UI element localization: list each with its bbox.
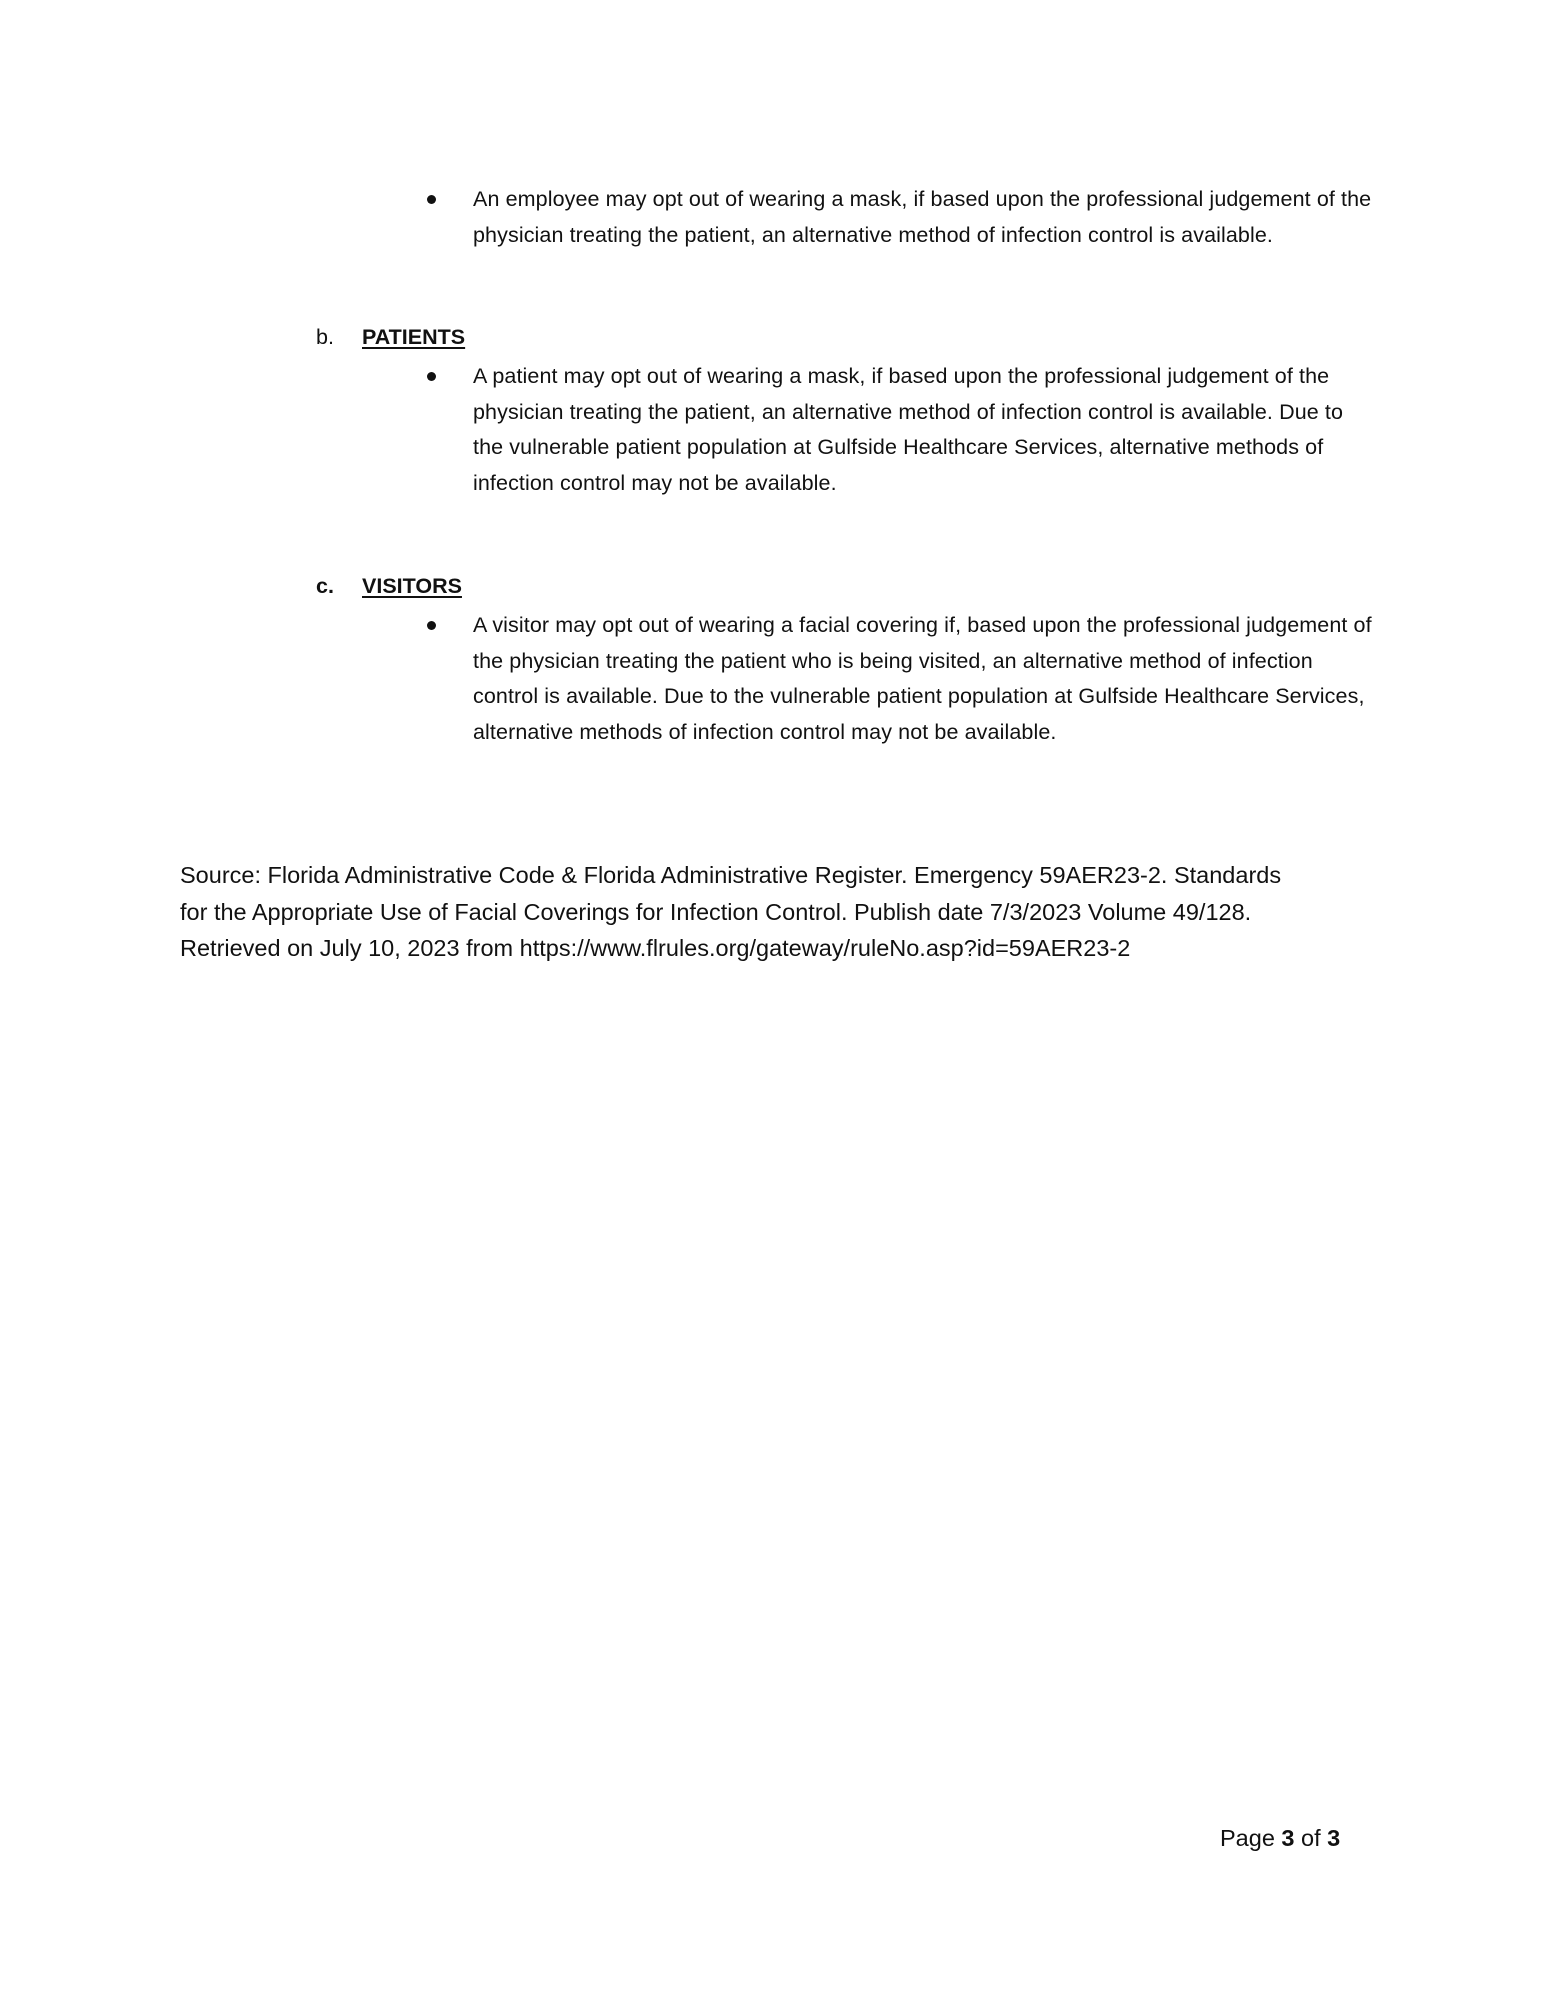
- source-citation: [180, 857, 1380, 967]
- source-line-1: Source: Florida Administrative Code & Florida Administrative Register. Emergency 59AER23-2. Standards: [180, 862, 1282, 888]
- visitor-bullet-text: A visitor may opt out of wearing a facial covering if, based upon the professional judgement of the physician treating the patient who is being visited, an alternative method of infection control is available. Due to the vulnerable patient population at Gulfside Healthcare Services, alternative methods of infection control may not be available.: [473, 613, 1372, 744]
- page-label: Page: [1220, 1825, 1275, 1851]
- bullet-dot-icon: [427, 372, 436, 381]
- section-letter: c.: [316, 574, 334, 598]
- section-heading-visitors: [316, 571, 462, 601]
- bullet-dot-icon: [427, 195, 436, 204]
- section-letter: b.: [316, 325, 334, 349]
- employee-bullet-text: An employee may opt out of wearing a mask, if based upon the professional judgement of the physician treating the patient, an alternative method of infection control is available.: [473, 187, 1372, 247]
- section-title: VISITORS: [362, 574, 462, 598]
- patient-bullet-text: A patient may opt out of wearing a mask, if based upon the professional judgement of the physician treating the patient, an alternative method of infection control is available. Due to the vulnerable patient population at Gulfside Healthcare Services, alternative methods of infection control may not be available.: [473, 364, 1344, 495]
- total-pages: 3: [1327, 1825, 1341, 1851]
- section-heading-patients: [316, 322, 465, 352]
- source-line-2: for the Appropriate Use of Facial Coverings for Infection Control. Publish date 7/3/2023 Volume 49/128.: [180, 898, 1252, 925]
- page-number: [1220, 1823, 1350, 1853]
- page-of-label: of: [1301, 1825, 1321, 1851]
- current-page: 3: [1281, 1825, 1295, 1851]
- section-title: PATIENTS: [362, 325, 466, 349]
- source-line-3: Retrieved on July 10, 2023 from https://www.flrules.org/gateway/ruleNo.asp?id=59AER23-2: [180, 935, 1131, 961]
- bullet-dot-icon: [427, 621, 436, 630]
